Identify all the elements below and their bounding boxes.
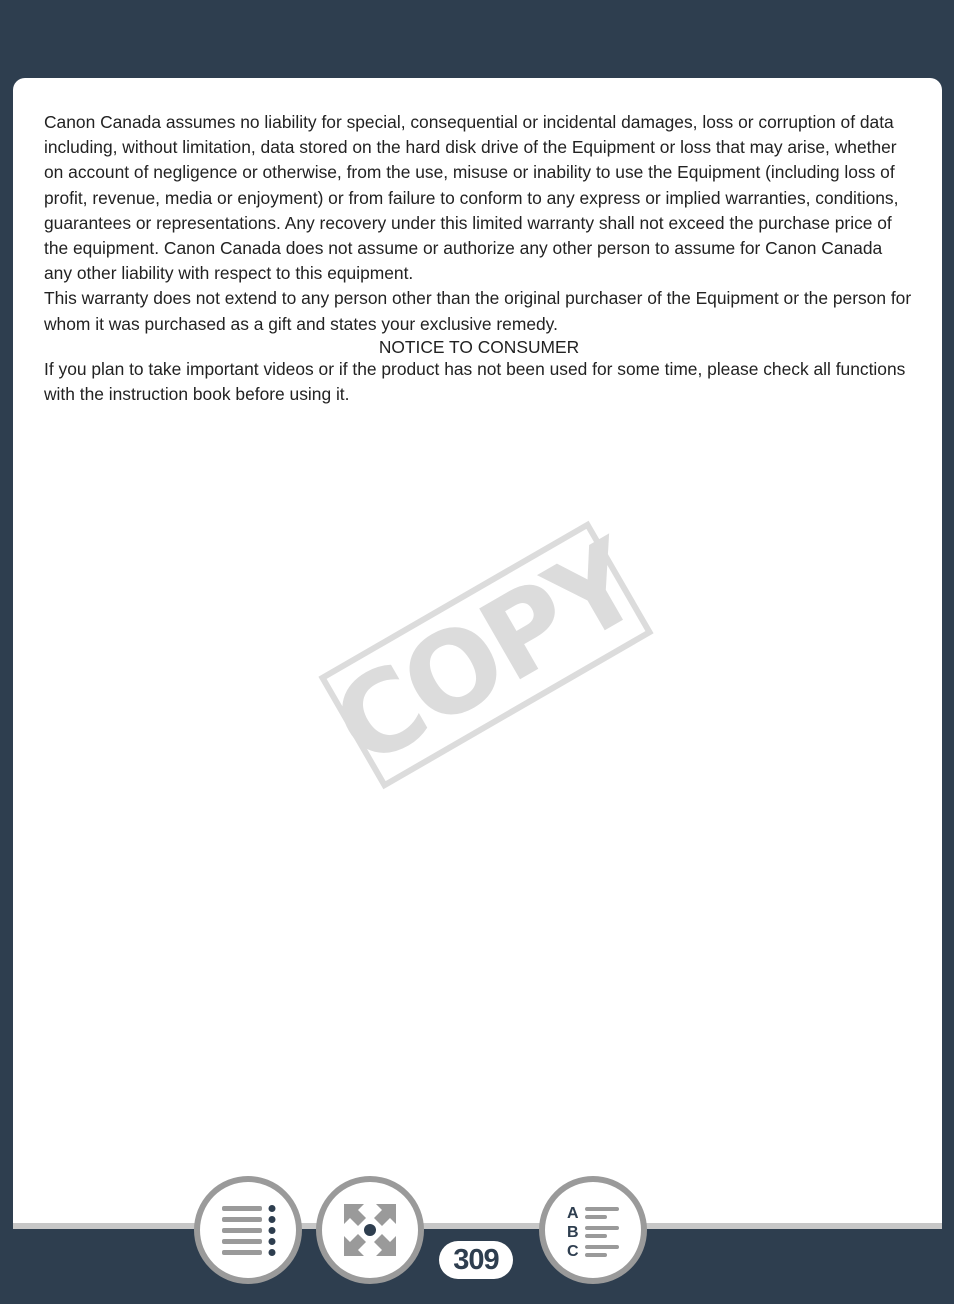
warranty-paragraph-liability: Canon Canada assumes no liability for special, consequential or incidental damages, loss or corruption of data including, without limitation, data stored on the hard disk drive of the Equipment or loss that may arise, whether on account of negligence or otherwise, from the use, misuse or inability to use the Equipment (including loss of profit, revenue, media or enjoyment) or from failure to conform to any express or implied warranties, conditions, guarantees or representations. Any recovery under this limited warranty shall not exceed the purchase price of the equipment. Canon Canada does not assume or authorize any other person to assume for Canon Canada any other liability with respect to this equipment. bbox=[44, 112, 899, 284]
document-body bbox=[44, 110, 914, 407]
copy-watermark: COPY bbox=[312, 517, 660, 793]
alphabetical-index-icon bbox=[565, 1202, 621, 1258]
notice-title: NOTICE TO CONSUMER bbox=[378, 336, 580, 357]
index-letter-a: A bbox=[567, 1205, 579, 1222]
index-letter-b: B bbox=[567, 1224, 579, 1241]
fit-page-button[interactable] bbox=[316, 1176, 424, 1284]
page-number: 309 bbox=[439, 1241, 513, 1279]
warranty-paragraph-scope: This warranty does not extend to any person other than the original purchaser of the Equipment or the person for whom it was purchased as a gift and states your exclusive remedy. bbox=[44, 288, 912, 334]
index-button[interactable] bbox=[539, 1176, 647, 1284]
list-icon bbox=[218, 1203, 278, 1257]
table-of-contents-button[interactable] bbox=[194, 1176, 302, 1284]
notice-text: If you plan to take important videos or if the product has not been used for some time, please check all functions with the instruction book before using it. bbox=[44, 358, 906, 405]
expand-arrows-icon bbox=[342, 1202, 398, 1258]
index-letter-c: C bbox=[567, 1243, 579, 1258]
bottom-bar bbox=[13, 1223, 942, 1229]
